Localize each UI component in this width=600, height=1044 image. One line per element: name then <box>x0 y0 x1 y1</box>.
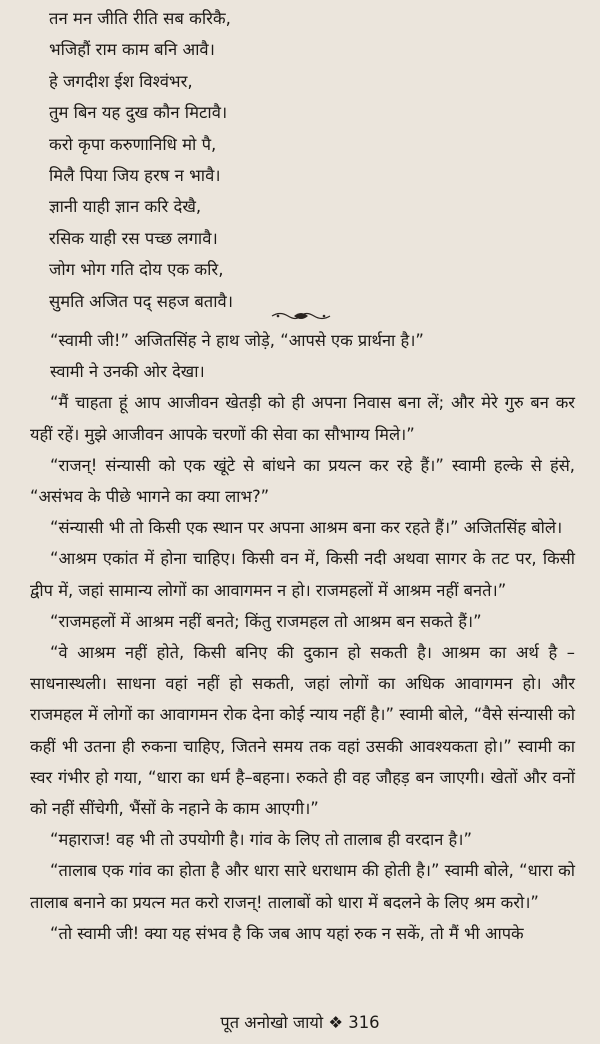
poem-line: सुमति अजित पद् सहज बतावै। <box>49 291 234 311</box>
poem-line: करो कृपा करुणानिधि मो पै, <box>49 134 217 154</box>
paragraph: “राजमहलों में आश्रम नहीं बनते; किंतु राजमहल तो आश्रम बन सकते हैं।” <box>50 611 482 631</box>
paragraph: “तो स्वामी जी! क्या यह संभव है कि जब आप यहां रुक न सकें, तो मैं भी आपके <box>50 923 524 943</box>
paragraph: “महाराज! वह भी तो उपयोगी है। गांव के लिए तो तालाब ही वरदान है।” <box>50 830 472 850</box>
poem-line: भजिहौं राम काम बनि आवै। <box>49 40 215 60</box>
paragraph: “संन्यासी भी तो किसी एक स्थान पर अपना आश्रम बना कर रहते हैं।” अजितसिंह बोले। <box>50 518 563 538</box>
page-footer: पूत अनोखो जायो ❖ 316 <box>220 1013 380 1032</box>
poem-line: हे जगदीश ईश विश्वंभर, <box>49 71 193 91</box>
paragraph: “स्वामी जी!” अजितसिंह ने हाथ जोड़े, “आपसे एक प्रार्थना है।” <box>50 331 424 350</box>
paragraph: “आश्रम एकांत में होना चाहिए। किसी वन में, किसी नदी अथवा सागर के तट पर, किसी द्वीप में, जहां सामान्य लोगों का आवागमन न हो। राजमहलों में आश्रम नहीं बनते।” <box>30 549 575 600</box>
prose-body <box>30 325 575 949</box>
paragraph: स्वामी ने उनकी ओर देखा। <box>50 362 205 382</box>
paragraph: “वे आश्रम नहीं होते, किसी बनिए की दुकान हो सकती है। आश्रम का अर्थ है –साधनास्थली। साधना वहां नहीं हो सकती, जहां लोगों का अधिक आवागमन हो। और राजमहल में लोगों का आवागमन रोक देना कोई न्याय नहीं है।” स्वामी बोले, “वैसे संन्यासी को कहीं भी उतना ही रुकना चाहिए, जितने समय तक वहां उसकी आवश्यकता हो।” स्वामी का स्वर गंभीर हो गया, “धारा का धर्म है–बहना। रुकते ही वह जौहड़ बन जाएगी। खेतों और वनों को नहीं सींचेगी, भैंसों के नहाने के काम आएगी।” <box>30 643 575 819</box>
paragraph: “राजन्! संन्यासी को एक खूंटे से बांधने का प्रयत्न कर रहे हैं।” स्वामी हल्के से हंसे, “असंभव के पीछे भागने का क्या लाभ?” <box>30 455 575 507</box>
poem-line: रसिक याही रस पच्छ लगावै। <box>49 228 218 248</box>
poem-line: तन मन जीति रीति सब करिकै, <box>49 9 231 28</box>
poem-line: मिलै पिया जिय हरष न भावै। <box>49 165 221 185</box>
paragraph: “तालाब एक गांव का होता है और धारा सारे धराधाम की होती है।” स्वामी बोले, “धारा को तालाब बनाने का प्रयत्न मत करो राजन्! तालाबों को धारा में बदलने के लिए श्रम करो।” <box>30 861 575 912</box>
poem-line: तुम बिन यह दुख कौन मिटावै। <box>49 103 228 123</box>
section-ornament-icon <box>270 309 332 323</box>
poem-line: जोग भोग गति दोय एक करि, <box>49 260 224 280</box>
paragraph: “मैं चाहता हूं आप आजीवन खेतड़ी को ही अपना निवास बना लें; और मेरे गुरु बन कर यहीं रहें। मुझे आजीवन आपके चरणों की सेवा का सौभाग्य मिले।” <box>30 393 575 444</box>
poem-stanza <box>49 3 469 317</box>
poem-line: ज्ञानी याही ज्ञान करि देखै, <box>49 197 202 217</box>
